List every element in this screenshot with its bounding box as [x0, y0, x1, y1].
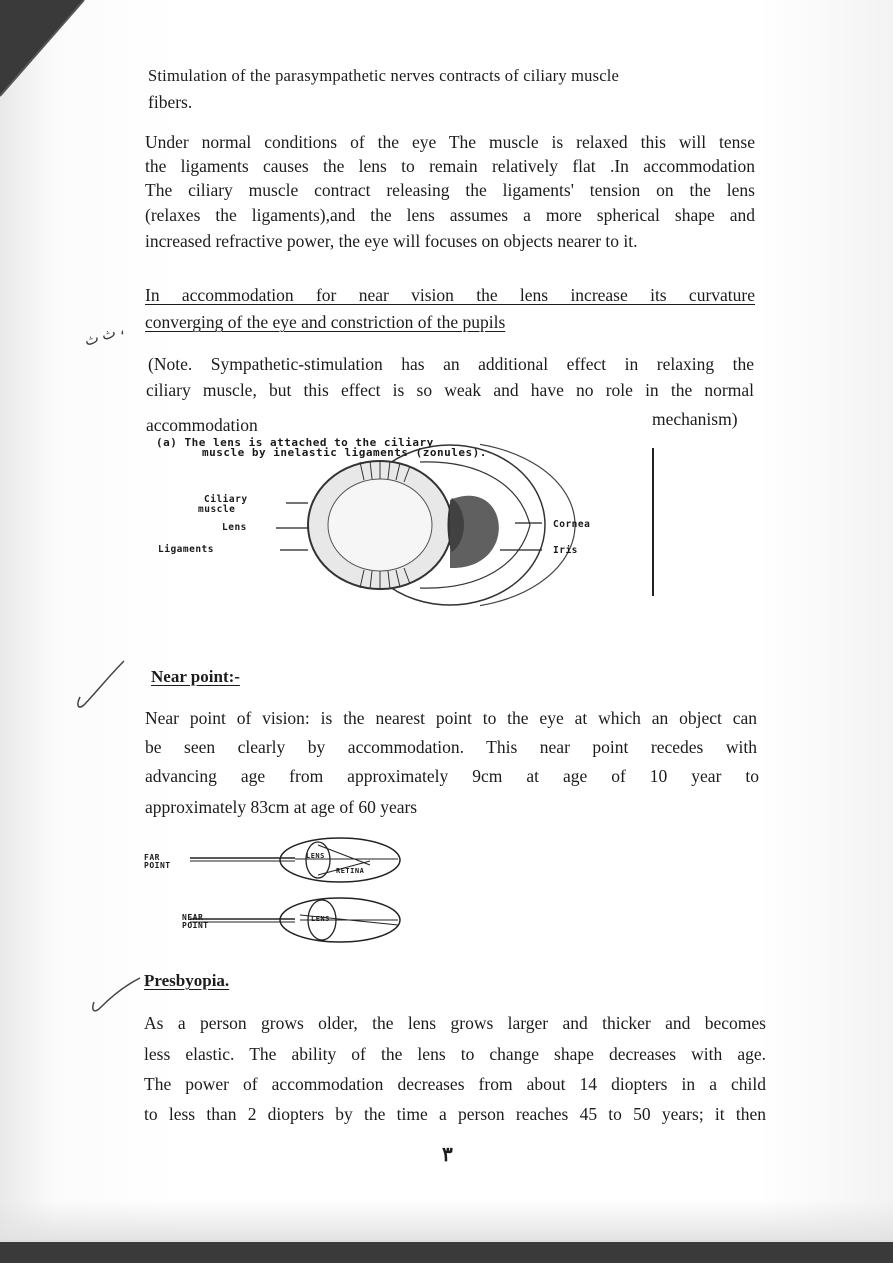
figure1-caption-line-1: (a) The lens is attached to the ciliary	[156, 436, 434, 449]
intro-line-1: Stimulation of the parasympathetic nerves contracts of ciliary muscle	[148, 66, 620, 85]
figure1-caption-line-2: muscle by inelastic ligaments (zonules).	[202, 446, 487, 459]
presbyopia-line-1: As a person grows older, the lens grows larger and thicker and becomes	[144, 1013, 766, 1033]
near-vision-line-2: converging of the eye and constriction of the pupils	[145, 312, 506, 332]
figure1-label-ciliary-2: muscle	[198, 504, 236, 515]
note-line-1: (Note. Sympathetic-stimulation has an additional effect in relaxing the	[148, 354, 754, 374]
figure2-near-label-1: NEAR	[182, 913, 204, 922]
figure1-label-cornea: Cornea	[553, 519, 591, 530]
near-point-line-4: approximately 83cm at age of 60 years	[145, 797, 418, 817]
near-point-line-2: be seen clearly by accommodation. This near point recedes with	[145, 737, 757, 757]
handwritten-margin-note: ث ث ،	[82, 322, 127, 350]
near-point-heading: Near point:-	[151, 667, 240, 686]
relaxed-line-2: the ligaments causes the lens to remain relatively flat .In accommodation	[145, 156, 755, 176]
intro-line-2: fibers.	[148, 92, 193, 112]
relaxed-line-1: Under normal conditions of the eye The muscle is relaxed this will tense	[145, 132, 755, 152]
figure2-far-label-1: FAR	[144, 853, 160, 862]
figure1-label-lens: Lens	[222, 522, 247, 533]
figure1-label-ligaments: Ligaments	[158, 544, 214, 555]
figure2-lens-top-label: LENS	[306, 852, 325, 860]
presbyopia-line-2: less elastic. The ability of the lens to change shape decreases with age.	[144, 1044, 766, 1064]
figure1-label-ciliary-1: Ciliary	[204, 494, 248, 505]
presbyopia-line-3: The power of accommodation decreases from about 14 diopters in a child	[144, 1074, 766, 1094]
presbyopia-line-4: to less than 2 diopters by the time a person reaches 45 to 50 years; it then	[144, 1104, 766, 1124]
figure2-retina-label: RETINA	[336, 867, 365, 875]
relaxed-line-3: The ciliary muscle contract releasing the ligaments' tension on the lens	[145, 180, 755, 200]
checkmark-icon	[88, 974, 148, 1019]
page-number: ٣	[442, 1144, 453, 1166]
relaxed-line-5: increased refractive power, the eye will focuses on objects nearer to it.	[145, 231, 638, 251]
near-point-line-1: Near point of vision: is the nearest point to the eye at which an object can	[145, 708, 757, 728]
near-point-line-3: advancing age from approximately 9cm at age of 10 year to	[145, 766, 759, 786]
presbyopia-heading: Presbyopia.	[144, 971, 230, 990]
checkmark-icon	[70, 655, 130, 715]
corner-fold-line	[0, 0, 100, 100]
figure2-near-label-2: POINT	[182, 921, 209, 930]
figure2-lens-bottom-label: LENS	[311, 915, 330, 923]
note-line-2: ciliary muscle, but this effect is so weak and have no role in the normal	[146, 380, 754, 400]
note-line-3-left: accommodation	[146, 415, 258, 435]
near-far-point-diagram	[140, 835, 420, 950]
relaxed-line-4: (relaxes the ligaments),and the lens assumes a more spherical shape and	[145, 205, 755, 225]
note-line-3-right: mechanism)	[652, 409, 738, 429]
near-vision-line-1: In accommodation for near vision the lens increase its curvature	[145, 285, 755, 305]
figure2-far-label-2: POINT	[144, 861, 171, 870]
figure1-label-iris: Iris	[553, 545, 578, 556]
page-shadow	[0, 1200, 893, 1242]
